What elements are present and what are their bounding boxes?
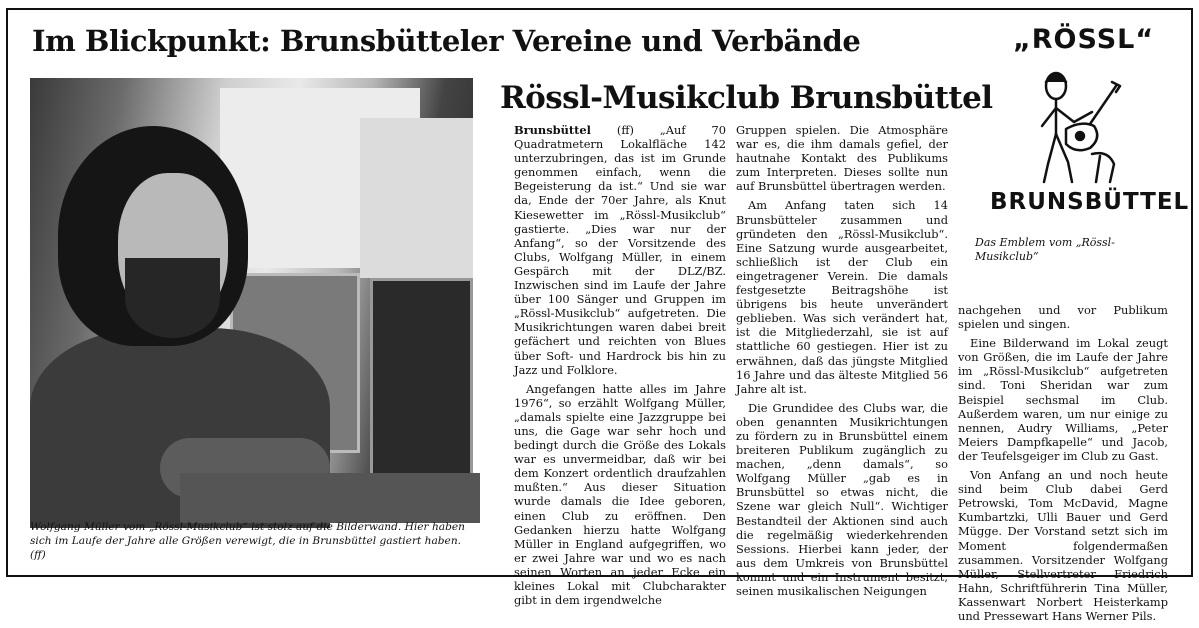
article-paragraph: Eine Bilderwand im Lokal zeugt von Größen, die im Laufe der Jahre im „Rössl-Musikclub“ aufgetreten sind. Toni Sheridan war zum Beispiel sechsmal im Club. Außerdem waren, um nur einige zu nennen, Audry Williams, „Peter Meiers Dampfkapelle“ und Jacob, der Teufelsgeiger im Club zu Gast. xyxy=(958,336,1168,463)
article-title: Rössl-Musikclub Brunsbüttel xyxy=(500,80,993,116)
horse-guitar-icon xyxy=(1030,64,1125,189)
article-paragraph: Am Anfang taten sich 14 Brunsbütteler zusammen und gründeten den „Rössl-Musikclub“. Eine Satzung wurde ausgearbeitet, schließlich ist der Club ein eingetragener Verein. Die damals festgesetzte Beitragshöhe ist übrigens bis heute unverändert geblieben. Was sich verändert hat, ist die Mitgliederzahl, sie ist auf stattliche 60 gestiegen. Hier ist zu erwähnen, daß das jüngste Mitglied 16 Jahre und das älteste Mitglied 56 Jahre alt ist. xyxy=(736,198,948,396)
emblem-bottom-text: BRUNSBÜTTEL xyxy=(990,189,1190,215)
article-paragraph: Die Grundidee des Clubs war, die oben genannten Musikrichtungen zu fördern zu in Brunsbüttel einem breiteren Publikum zugänglich zu machen, „denn damals“, so Wolfgang Müller „gab es in Brunsbüttel so etwas nicht, die Szene war gleich Null“. Wichtiger Bestandteil der Aktionen sind auch die regelmäßig wiederkehrenden Sessions. Hierbei kann jeder, der aus dem Umkreis von Brunsbüttel kommt und ein Instrument besitzt, seinen musikalischen Neigungen xyxy=(736,400,948,598)
article-column-1 xyxy=(514,123,726,612)
emblem-caption: Das Emblem vom „Rössl-Musikclub“ xyxy=(975,236,1115,263)
emblem-top-text: „RÖSSL“ xyxy=(1013,24,1155,55)
article-column-2 xyxy=(736,123,948,603)
article-paragraph: nachgehen und vor Publikum spielen und singen. xyxy=(958,303,1168,332)
article-photo xyxy=(30,78,473,516)
page-headline: Im Blickpunkt: Brunsbütteler Vereine und Verbände xyxy=(32,24,861,58)
article-paragraph: Angefangen hatte alles im Jahre 1976“, so erzählt Wolfgang Müller, „damals spielte eine Jazzgruppe bei uns, die Gage war sehr hoch und bedingt durch die Größe des Lokals war es unvermeidbar, daß wir bei dem Konzert ordentlich draufzahlen mußten.“ Aus dieser Situation wurde damals die Idee geboren, einen Club zu eröffnen. Den Gedanken hierzu hatte Wolfgang Müller in England aufgegriffen, wo er zwei Jahre war und wo es nach seinen Worten an jeder Ecke ein kleines Lokal mit Clubcharakter gibt in dem irgendwelche xyxy=(514,381,726,608)
dateline: Brunsbüttel xyxy=(514,123,591,137)
photo-caption: Wolfgang Müller vom „Rössl-Musikclub“ ist stolz auf die Bilderwand. Hier haben sich im Laufe der Jahre alle Größen verewigt, die in Brunsbüttel gastiert haben. (ff) xyxy=(30,521,465,561)
article-paragraph: Brunsbüttel (ff) „Auf 70 Quadratmetern Lokalfläche 142 unterzubringen, das ist im Grunde genommen einfach, wenn die Begeisterung da ist.“ Und sie war da, Ende der 70er Jahre, als Knut Kiesewetter im „Rössl-Musikclub“ gastierte. „Dies war nur der Anfang“, so der Vorsitzende des Clubs, Wolfgang Müller, in einem Gespärch mit der DLZ/BZ. Inzwischen sind im Laufe der Jahre über 100 Sänger und Gruppen im „Rössl-Musikclub“ aufgetreten. Die Musikrichtungen waren dabei breit gefächert und reichten von Blues über Soft- und Hardrock bis hin zu Jazz und Folklore. xyxy=(514,123,726,377)
club-emblem xyxy=(985,14,1190,239)
article-paragraph: Von Anfang an und noch heute sind beim Club dabei Gerd Petrowski, Tom McDavid, Magne Kumbartzki, Ulli Bauer und Gerd Mügge. Der Vorstand setzt sich im Moment folgendermaßen zusammen. Vorsitzender Wolfgang Müller, Stellvertreter Friedrich Hahn, Schriftführerin Tina Müller, Kassenwart Norbert Heisterkamp und Pressewart Hans Werner Pils. xyxy=(958,468,1168,623)
article-column-3 xyxy=(958,303,1168,628)
article-paragraph: Gruppen spielen. Die Atmosphäre war es, die ihm damals gefiel, der hautnahe Kontakt des Publikums zum Interpreten. Dieses sollte nun auf Brunsbüttel übertragen werden. xyxy=(736,123,948,194)
